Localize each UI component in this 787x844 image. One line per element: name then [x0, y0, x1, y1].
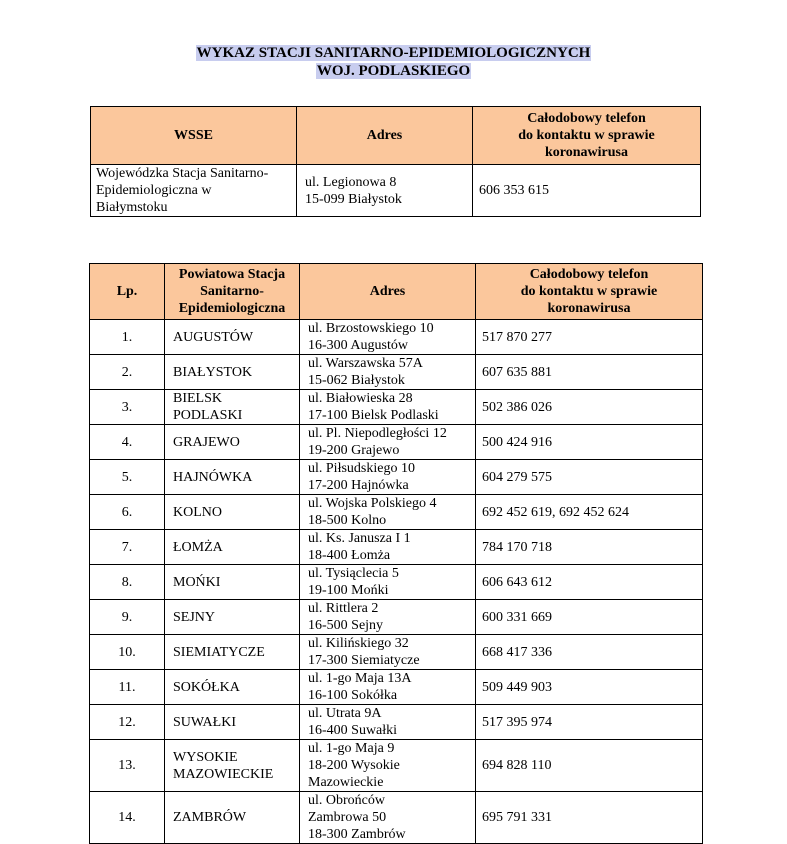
- address-line: Mazowieckie: [308, 775, 384, 790]
- phone-cell: 500 424 916: [476, 425, 703, 460]
- address-line: 16-400 Suwałki: [308, 723, 398, 738]
- table-row: [90, 320, 703, 355]
- phone-cell: 607 635 881: [476, 355, 703, 390]
- psse-header-name: [165, 264, 300, 320]
- address-cell: [300, 600, 476, 635]
- address-cell: [300, 425, 476, 460]
- name-line: MAZOWIECKIE: [173, 766, 274, 782]
- header-line: Sanitarno-: [200, 284, 264, 299]
- table-row: [90, 495, 703, 530]
- table-row: [90, 635, 703, 670]
- address-line: ul. 1-go Maja 13A: [308, 671, 412, 686]
- wsse-name-cell: [91, 165, 297, 217]
- name-line: SUWAŁKI: [173, 714, 236, 730]
- psse-header-lp: Lp.: [90, 264, 165, 320]
- address-cell: [300, 635, 476, 670]
- table-row: [90, 705, 703, 740]
- address-cell: [300, 670, 476, 705]
- phone-cell: 517 395 974: [476, 705, 703, 740]
- station-name-cell: [165, 635, 300, 670]
- name-line: SIEMIATYCZE: [173, 644, 265, 660]
- header-line: do kontaktu w sprawie: [518, 128, 655, 143]
- name-line: BIELSK: [173, 391, 222, 406]
- phone-cell: 509 449 903: [476, 670, 703, 705]
- name-line: HAJNÓWKA: [173, 469, 253, 485]
- phone-cell: 668 417 336: [476, 635, 703, 670]
- name-line: AUGUSTÓW: [173, 329, 254, 345]
- name-line: ZAMBRÓW: [173, 810, 247, 825]
- address-line: ul. Warszawska 57A: [308, 356, 423, 371]
- title-line-1: WYKAZ STACJI SANITARNO-EPIDEMIOLOGICZNYCH: [196, 45, 591, 61]
- row-number-cell: 1.: [90, 320, 165, 355]
- table-row: [90, 670, 703, 705]
- table-row: [90, 390, 703, 425]
- table-row: [90, 425, 703, 460]
- address-line: ul. Kilińskiego 32: [308, 636, 409, 651]
- name-line: PODLASKI: [173, 408, 243, 423]
- address-cell: [300, 705, 476, 740]
- address-line: 16-500 Sejny: [308, 618, 384, 633]
- psse-header-address: Adres: [300, 264, 476, 320]
- table-row: [90, 792, 703, 844]
- table-row: [90, 355, 703, 390]
- row-number-cell: 9.: [90, 600, 165, 635]
- phone-cell: 606 643 612: [476, 565, 703, 600]
- row-number-cell: 11.: [90, 670, 165, 705]
- phone-cell: 695 791 331: [476, 792, 703, 844]
- station-name-cell: [165, 740, 300, 792]
- wsse-table: [90, 106, 701, 217]
- header-line: koronawirusa: [545, 145, 628, 160]
- name-line: ŁOMŻA: [173, 539, 223, 555]
- station-name-cell: [165, 390, 300, 425]
- row-number-cell: 10.: [90, 635, 165, 670]
- address-cell: [300, 565, 476, 600]
- address-cell: [300, 355, 476, 390]
- address-line: ul. 1-go Maja 9: [308, 741, 395, 756]
- address-cell: [300, 792, 476, 844]
- header-line: Całodobowy telefon: [527, 111, 646, 126]
- row-number-cell: 12.: [90, 705, 165, 740]
- name-line: Białymstoku: [96, 200, 168, 215]
- row-number-cell: 13.: [90, 740, 165, 792]
- address-line: 16-300 Augustów: [308, 338, 408, 353]
- name-line: WYSOKIE: [173, 749, 238, 765]
- psse-header-row: [90, 264, 703, 320]
- address-cell: [300, 460, 476, 495]
- station-name-cell: [165, 565, 300, 600]
- header-line: Całodobowy telefon: [529, 267, 649, 282]
- address-line: ul. Ks. Janusza I 1: [308, 531, 411, 546]
- name-line: Epidemiologiczna w: [96, 183, 212, 198]
- row-number-cell: 3.: [90, 390, 165, 425]
- wsse-row: [91, 165, 701, 217]
- row-number-cell: 7.: [90, 530, 165, 565]
- station-name-cell: [165, 792, 300, 844]
- address-line: ul. Pl. Niepodległości 12: [308, 426, 447, 441]
- psse-table-body: [90, 320, 703, 844]
- address-cell: [300, 320, 476, 355]
- station-name-cell: [165, 705, 300, 740]
- address-cell: [300, 530, 476, 565]
- name-line: KOLNO: [173, 504, 222, 520]
- wsse-header-address: Adres: [297, 107, 473, 165]
- address-cell: [300, 390, 476, 425]
- address-line: 16-100 Sokółka: [308, 688, 398, 703]
- station-name-cell: [165, 355, 300, 390]
- phone-cell: 692 452 619, 692 452 624: [476, 495, 703, 530]
- header-line: do kontaktu w sprawie: [520, 284, 658, 299]
- name-line: BIAŁYSTOK: [173, 364, 253, 380]
- address-line: ul. Legionowa 8: [305, 174, 397, 190]
- phone-cell: 600 331 669: [476, 600, 703, 635]
- name-line: SOKÓŁKA: [173, 679, 240, 695]
- station-name-cell: [165, 600, 300, 635]
- psse-header-phone: [476, 264, 703, 320]
- title-line-2: WOJ. PODLASKIEGO: [316, 63, 471, 79]
- address-line: ul. Brzostowskiego 10: [308, 321, 434, 336]
- address-line: ul. Tysiąclecia 5: [308, 566, 399, 581]
- address-line: 15-062 Białystok: [308, 373, 405, 388]
- table-row: [90, 600, 703, 635]
- address-line: 18-200 Wysokie: [308, 758, 400, 773]
- header-line: koronawirusa: [547, 301, 631, 316]
- phone-cell: 502 386 026: [476, 390, 703, 425]
- table-row: [90, 460, 703, 495]
- address-line: 17-100 Bielsk Podlaski: [308, 408, 439, 423]
- address-line: 18-400 Łomża: [308, 548, 391, 563]
- phone-cell: 604 279 575: [476, 460, 703, 495]
- address-line: ul. Utrata 9A: [308, 706, 382, 721]
- table-row: [90, 530, 703, 565]
- wsse-address-cell: [297, 165, 473, 217]
- station-name-cell: [165, 320, 300, 355]
- wsse-header-phone: [473, 107, 701, 165]
- station-name-cell: [165, 425, 300, 460]
- address-line: ul. Piłsudskiego 10: [308, 461, 415, 476]
- row-number-cell: 8.: [90, 565, 165, 600]
- address-line: 18-300 Zambrów: [308, 827, 406, 842]
- wsse-phone-cell: 606 353 615: [473, 165, 701, 217]
- table-row: [90, 740, 703, 792]
- address-line: ul. Rittlera 2: [308, 601, 379, 616]
- name-line: Wojewódzka Stacja Sanitarno-: [96, 166, 269, 181]
- station-name-cell: [165, 670, 300, 705]
- address-line: 19-200 Grajewo: [308, 443, 400, 458]
- header-line: Epidemiologiczna: [178, 301, 286, 316]
- station-name-cell: [165, 495, 300, 530]
- name-line: MOŃKI: [173, 574, 221, 590]
- address-line: ul. Białowieska 28: [308, 391, 413, 406]
- header-line: Powiatowa Stacja: [178, 267, 286, 282]
- phone-cell: 784 170 718: [476, 530, 703, 565]
- address-line: 19-100 Mońki: [308, 583, 389, 598]
- phone-cell: 694 828 110: [476, 740, 703, 792]
- table-row: [90, 565, 703, 600]
- address-line: ul. Wojska Polskiego 4: [308, 496, 437, 511]
- address-line: 18-500 Kolno: [308, 513, 387, 528]
- row-number-cell: 2.: [90, 355, 165, 390]
- station-name-cell: [165, 530, 300, 565]
- station-name-cell: [165, 460, 300, 495]
- row-number-cell: 4.: [90, 425, 165, 460]
- address-cell: [300, 495, 476, 530]
- address-line: 17-300 Siemiatycze: [308, 653, 420, 668]
- address-line: ul. Obrońców: [308, 793, 385, 808]
- name-line: GRAJEWO: [173, 434, 240, 450]
- address-cell: [300, 740, 476, 792]
- wsse-header-row: [91, 107, 701, 165]
- address-line: 15-099 Białystok: [305, 191, 402, 207]
- document-subtitle: [0, 62, 787, 80]
- row-number-cell: 14.: [90, 792, 165, 844]
- wsse-header-wsse: WSSE: [91, 107, 297, 165]
- name-line: SEJNY: [173, 609, 216, 625]
- psse-table: [89, 263, 703, 844]
- address-line: Zambrowa 50: [308, 810, 387, 825]
- address-line: 17-200 Hajnówka: [308, 478, 409, 493]
- row-number-cell: 5.: [90, 460, 165, 495]
- phone-cell: 517 870 277: [476, 320, 703, 355]
- document-title: [0, 44, 787, 62]
- row-number-cell: 6.: [90, 495, 165, 530]
